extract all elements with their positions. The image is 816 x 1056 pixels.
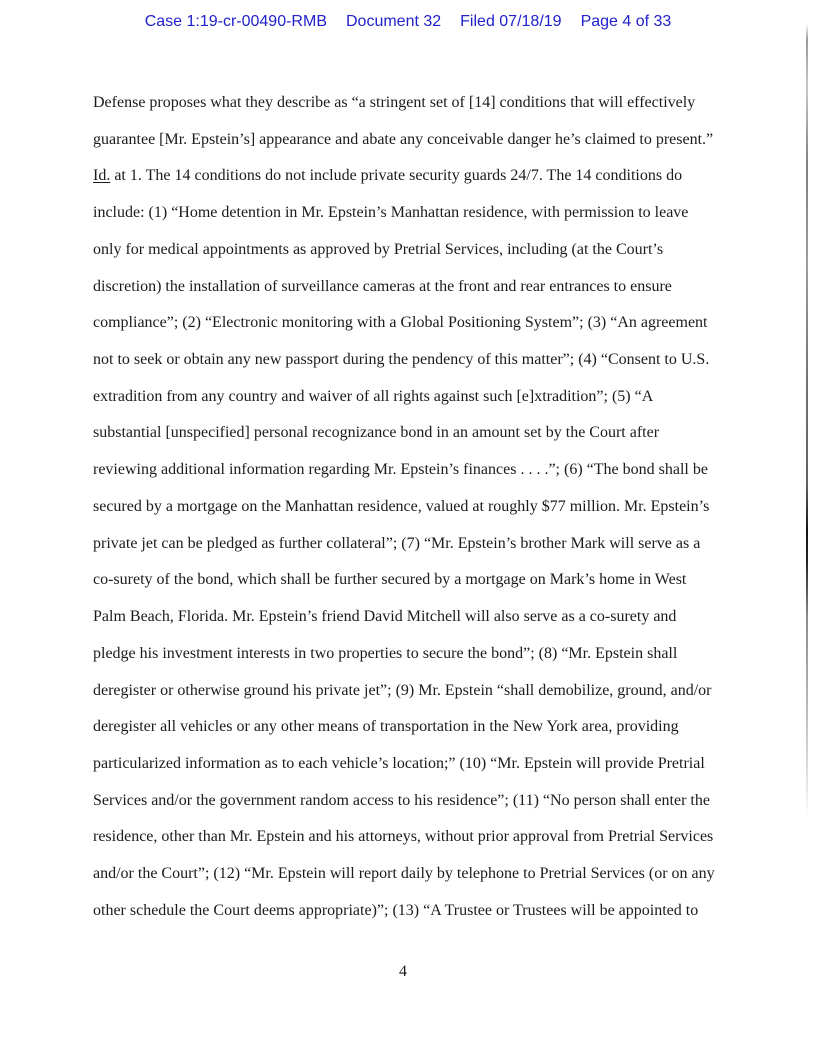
document-line: and/or the Court”; (12) “Mr. Epstein will report daily by telephone to Pretrial Services (or on any <box>93 865 715 883</box>
document-line: Palm Beach, Florida. Mr. Epstein’s friend David Mitchell will also serve as a co-surety and <box>93 608 677 626</box>
id-citation: Id. <box>93 167 111 185</box>
document-line: particularized information as to each vehicle’s location;” (10) “Mr. Epstein will provide Pretrial <box>93 754 705 772</box>
document-line: residence, other than Mr. Epstein and his attorneys, without prior approval from Pretrial Services <box>93 828 714 846</box>
scan-artifact-line <box>806 24 808 816</box>
document-line: only for medical appointments as approved by Pretrial Services, including (at the Court’s <box>93 240 664 258</box>
document-line: Services and/or the government random access to his residence”; (11) “No person shall enter the <box>93 791 710 809</box>
document-line: co-surety of the bond, which shall be further secured by a mortgage on Mark’s home in West <box>93 571 687 589</box>
document-line: discretion) the installation of surveillance cameras at the front and rear entrances to ensure <box>93 277 672 295</box>
document-line: substantial [unspecified] personal recognizance bond in an amount set by the Court after <box>93 424 660 442</box>
document-line: private jet can be pledged as further collateral”; (7) “Mr. Epstein’s brother Mark will serve as a <box>93 534 701 552</box>
document-line: other schedule the Court deems appropriate)”; (13) “A Trustee or Trustees will be appointed to <box>93 901 699 919</box>
case-header-stamp <box>0 13 816 31</box>
case-number: Case 1:19-cr-00490-RMB <box>144 13 327 30</box>
document-line: extradition from any country and waiver of all rights against such [e]xtradition”; (5) “A <box>93 387 654 405</box>
document-line: Defense proposes what they describe as “a stringent set of [14] conditions that will effectively <box>93 94 696 111</box>
document-line: deregister or otherwise ground his private jet”; (9) Mr. Epstein “shall demobilize, ground, and/or <box>93 681 712 699</box>
document-line: reviewing additional information regarding Mr. Epstein’s finances . . . .”; (6) “The bond shall be <box>93 461 708 479</box>
document-line: deregister all vehicles or any other means of transportation in the New York area, providing <box>93 718 679 736</box>
page-number: 4 <box>399 963 407 980</box>
document-line: include: (1) “Home detention in Mr. Epstein’s Manhattan residence, with permission to leave <box>93 204 689 222</box>
document-number: Document 32 <box>345 13 442 30</box>
document-line: not to seek or obtain any new passport during the pendency of this matter”; (4) “Consent to U.S. <box>93 351 710 369</box>
page-indicator: Page 4 of 33 <box>580 13 672 30</box>
document-line: compliance”; (2) “Electronic monitoring with a Global Positioning System”; (3) “An agreement <box>93 314 708 332</box>
document-line-text: at 1. The 14 conditions do not include private security guards 24/7. The 14 conditions do <box>110 167 683 185</box>
document-body <box>93 85 753 930</box>
document-line: secured by a mortgage on the Manhattan residence, valued at roughly $77 million. Mr. Epstein’s <box>93 497 710 515</box>
document-line <box>93 158 753 195</box>
document-line: guarantee [Mr. Epstein’s] appearance and abate any conceivable danger he’s claimed to present.” <box>93 130 714 148</box>
document-line: pledge his investment interests in two properties to secure the bond”; (8) “Mr. Epstein shall <box>93 644 678 662</box>
filed-date: Filed 07/18/19 <box>460 13 562 30</box>
